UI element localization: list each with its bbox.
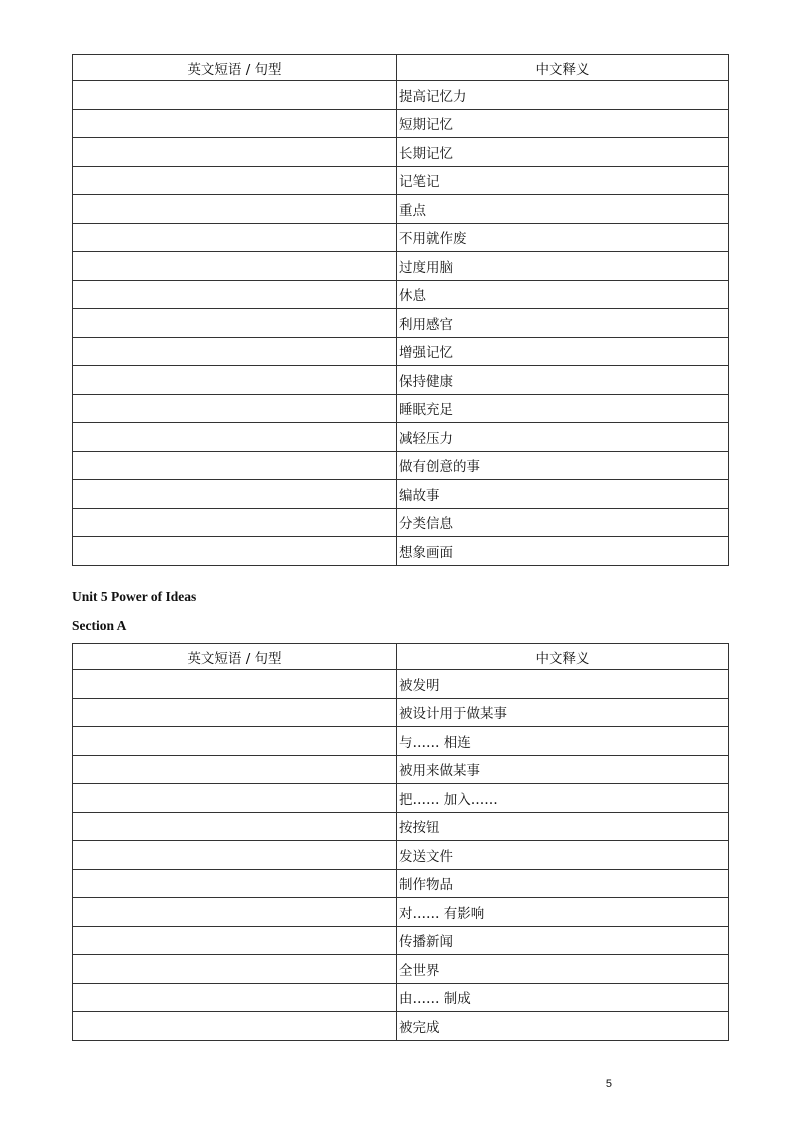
- table-row: [73, 223, 729, 252]
- table-header-row: [73, 644, 729, 670]
- english-answer-cell[interactable]: [73, 451, 397, 480]
- english-answer-cell[interactable]: [73, 727, 397, 756]
- chinese-meaning-cell: 编故事: [397, 480, 729, 509]
- chinese-meaning-cell: 休息: [397, 280, 729, 309]
- header-chinese-meaning: 中文释义: [397, 644, 729, 670]
- table-row: [73, 81, 729, 110]
- english-answer-cell[interactable]: [73, 926, 397, 955]
- chinese-meaning-cell: 利用感官: [397, 309, 729, 338]
- table-row: [73, 955, 729, 984]
- english-answer-cell[interactable]: [73, 337, 397, 366]
- english-answer-cell[interactable]: [73, 670, 397, 699]
- english-answer-cell[interactable]: [73, 698, 397, 727]
- english-answer-cell[interactable]: [73, 537, 397, 566]
- table-row: [73, 252, 729, 281]
- table-row: [73, 394, 729, 423]
- chinese-meaning-cell: 传播新闻: [397, 926, 729, 955]
- english-answer-cell[interactable]: [73, 166, 397, 195]
- table-row: [73, 508, 729, 537]
- english-answer-cell[interactable]: [73, 508, 397, 537]
- table-row: [73, 983, 729, 1012]
- chinese-meaning-cell: 被完成: [397, 1012, 729, 1041]
- header-chinese-meaning: 中文释义: [397, 55, 729, 81]
- chinese-meaning-cell: 把…… 加入……: [397, 784, 729, 813]
- chinese-meaning-cell: 对…… 有影响: [397, 898, 729, 927]
- chinese-meaning-cell: 被发明: [397, 670, 729, 699]
- header-english-phrase: 英文短语 / 句型: [73, 55, 397, 81]
- table-row: [73, 537, 729, 566]
- english-answer-cell[interactable]: [73, 784, 397, 813]
- table-row: [73, 138, 729, 167]
- chinese-meaning-cell: 想象画面: [397, 537, 729, 566]
- english-answer-cell[interactable]: [73, 841, 397, 870]
- chinese-meaning-cell: 做有创意的事: [397, 451, 729, 480]
- table-row: [73, 109, 729, 138]
- table-row: [73, 166, 729, 195]
- unit-title: Unit 5 Power of Ideas: [72, 589, 197, 604]
- english-answer-cell[interactable]: [73, 955, 397, 984]
- english-answer-cell[interactable]: [73, 252, 397, 281]
- table-row: [73, 337, 729, 366]
- chinese-meaning-cell: 被用来做某事: [397, 755, 729, 784]
- table-row: [73, 698, 729, 727]
- english-answer-cell[interactable]: [73, 812, 397, 841]
- chinese-meaning-cell: 短期记忆: [397, 109, 729, 138]
- table-row: [73, 309, 729, 338]
- english-answer-cell[interactable]: [73, 81, 397, 110]
- english-answer-cell[interactable]: [73, 898, 397, 927]
- chinese-meaning-cell: 被设计用于做某事: [397, 698, 729, 727]
- table-row: [73, 812, 729, 841]
- chinese-meaning-cell: 按按钮: [397, 812, 729, 841]
- table-row: [73, 366, 729, 395]
- english-answer-cell[interactable]: [73, 195, 397, 224]
- table-row: [73, 451, 729, 480]
- table-row: [73, 280, 729, 309]
- table-row: [73, 755, 729, 784]
- table-header-row: [73, 55, 729, 81]
- english-answer-cell[interactable]: [73, 138, 397, 167]
- chinese-meaning-cell: 过度用脑: [397, 252, 729, 281]
- table-row: [73, 727, 729, 756]
- chinese-meaning-cell: 保持健康: [397, 366, 729, 395]
- chinese-meaning-cell: 制作物品: [397, 869, 729, 898]
- table-body: [73, 670, 729, 1041]
- chinese-meaning-cell: 重点: [397, 195, 729, 224]
- english-answer-cell[interactable]: [73, 309, 397, 338]
- english-answer-cell[interactable]: [73, 755, 397, 784]
- english-answer-cell[interactable]: [73, 480, 397, 509]
- table-row: [73, 423, 729, 452]
- table-row: [73, 784, 729, 813]
- chinese-meaning-cell: 增强记忆: [397, 337, 729, 366]
- english-answer-cell[interactable]: [73, 423, 397, 452]
- chinese-meaning-cell: 长期记忆: [397, 138, 729, 167]
- english-answer-cell[interactable]: [73, 983, 397, 1012]
- table-row: [73, 869, 729, 898]
- table-row: [73, 195, 729, 224]
- table-row: [73, 670, 729, 699]
- table-row: [73, 898, 729, 927]
- english-answer-cell[interactable]: [73, 223, 397, 252]
- english-answer-cell[interactable]: [73, 366, 397, 395]
- english-answer-cell[interactable]: [73, 280, 397, 309]
- table-row: [73, 480, 729, 509]
- english-answer-cell[interactable]: [73, 1012, 397, 1041]
- english-answer-cell[interactable]: [73, 869, 397, 898]
- english-answer-cell[interactable]: [73, 109, 397, 138]
- table-row: [73, 926, 729, 955]
- chinese-meaning-cell: 减轻压力: [397, 423, 729, 452]
- vocabulary-table-memory: [72, 54, 729, 566]
- chinese-meaning-cell: 记笔记: [397, 166, 729, 195]
- chinese-meaning-cell: 分类信息: [397, 508, 729, 537]
- vocabulary-table-unit5: [72, 643, 729, 1041]
- chinese-meaning-cell: 由…… 制成: [397, 983, 729, 1012]
- chinese-meaning-cell: 提高记忆力: [397, 81, 729, 110]
- header-english-phrase: 英文短语 / 句型: [73, 644, 397, 670]
- english-answer-cell[interactable]: [73, 394, 397, 423]
- chinese-meaning-cell: 发送文件: [397, 841, 729, 870]
- page-number: 5: [605, 1078, 612, 1090]
- table-row: [73, 841, 729, 870]
- table-row: [73, 1012, 729, 1041]
- chinese-meaning-cell: 睡眠充足: [397, 394, 729, 423]
- chinese-meaning-cell: 与…… 相连: [397, 727, 729, 756]
- table-body: [73, 81, 729, 566]
- section-title: Section A: [72, 618, 127, 633]
- chinese-meaning-cell: 不用就作废: [397, 223, 729, 252]
- chinese-meaning-cell: 全世界: [397, 955, 729, 984]
